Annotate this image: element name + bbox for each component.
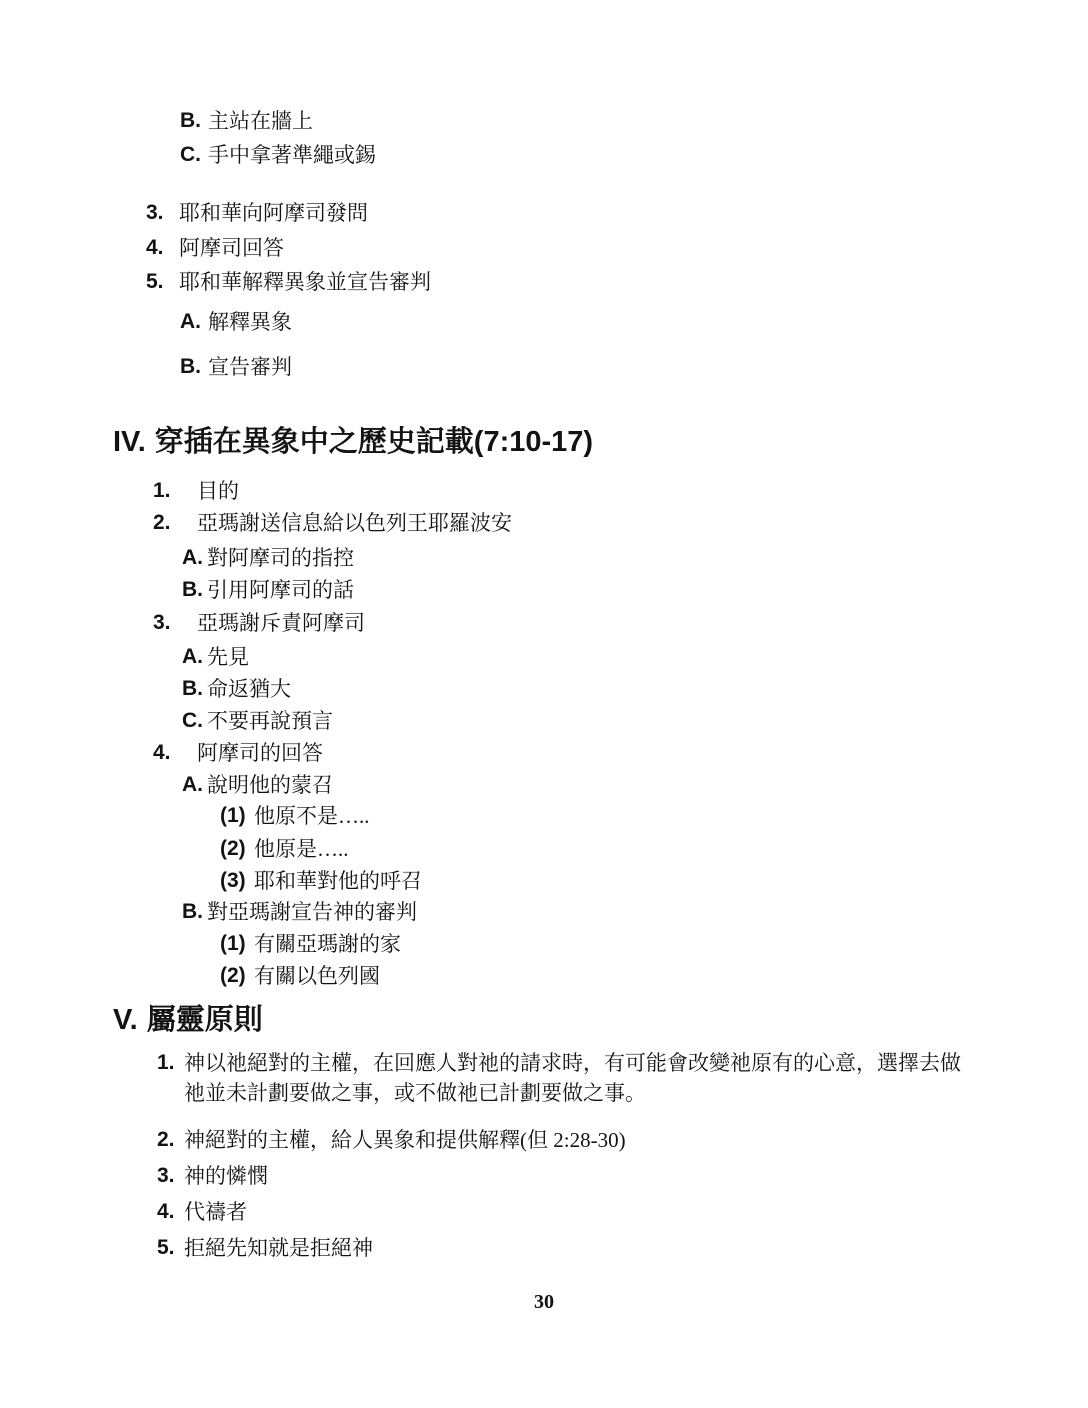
item-label: (3) [220,869,246,892]
outline-item [0,198,1088,228]
outline-item [0,801,1088,831]
item-text: 拒絕先知就是拒絕神 [184,1236,373,1260]
outline-item [0,352,1088,382]
item-text: 他原是….. [254,837,349,861]
item-text: 耶和華向阿摩司發問 [179,201,368,225]
outline-item [0,929,1088,959]
item-label: 5. [146,270,164,293]
item-text: 耶和華解釋異象並宣告審判 [179,270,431,294]
outline-item [0,608,1088,638]
outline-item [0,706,1088,736]
outline-item [0,140,1088,170]
outline-item [0,866,1088,896]
outline-item [0,1048,1088,1108]
item-label: 4. [157,1200,175,1223]
section-title: 屬靈原則 [146,1004,263,1036]
item-text: 代禱者 [184,1200,247,1224]
outline-item [0,738,1088,768]
item-text: 說明他的蒙召 [207,773,333,797]
outline-item [0,307,1088,337]
item-label: A. [182,546,203,569]
item-text: 宣告審判 [208,355,292,379]
item-label: B. [180,355,201,378]
page-number: 30 [534,1291,554,1313]
item-text: 亞瑪謝送信息給以色列王耶羅波安 [197,511,512,535]
item-text: 他原不是….. [254,804,370,828]
item-label: 1. [157,1051,175,1074]
outline-item [0,476,1088,506]
item-text: 對亞瑪謝宣告神的審判 [207,900,417,924]
section-title: 穿插在異象中之歷史記載(7:10-17) [154,426,594,458]
item-label: B. [180,109,201,132]
section-heading-iv [0,423,1088,461]
item-label: 5. [157,1236,175,1259]
outline-item [0,642,1088,672]
item-label: A. [182,773,203,796]
item-label: B. [182,677,203,700]
outline-item [0,770,1088,800]
item-text: 解釋異象 [208,310,292,334]
item-text: 命返猶大 [207,677,291,701]
item-label: 2. [157,1128,175,1151]
outline-item [0,961,1088,991]
item-text: 對阿摩司的指控 [207,546,354,570]
item-label: 1. [153,479,171,502]
item-text: 耶和華對他的呼召 [254,869,422,893]
item-label: (2) [220,837,246,860]
outline-item [0,1233,1088,1263]
item-text: 先見 [207,645,249,669]
outline-item [0,1197,1088,1227]
section-number: IV. [113,426,146,458]
item-text: 有關亞瑪謝的家 [254,932,401,956]
item-label: 3. [157,1164,175,1187]
outline-item [0,1161,1088,1191]
item-text: 引用阿摩司的話 [207,578,354,602]
section-heading-v [0,1001,1088,1039]
item-text: 阿摩司回答 [179,236,284,260]
item-label: 3. [153,611,171,634]
outline-item [0,575,1088,605]
item-text: 有關以色列國 [254,964,380,988]
outline-item [0,508,1088,538]
item-label: C. [182,709,203,732]
item-label: B. [182,578,203,601]
outline-item [0,834,1088,864]
outline-item [0,543,1088,573]
item-text: 目的 [197,479,239,503]
item-text: 阿摩司的回答 [197,741,323,765]
outline-item [0,1125,1088,1155]
item-text: 手中拿著準繩或錫 [208,143,376,167]
outline-item [0,267,1088,297]
item-label: 2. [153,511,171,534]
section-number: V. [113,1004,138,1036]
item-label: A. [182,645,203,668]
item-label: A. [180,310,201,333]
item-label: 3. [146,201,164,224]
item-text: 神絕對的主權，給人異象和提供解釋(但 2:28-30) [184,1128,626,1152]
item-text: 不要再說預言 [207,709,333,733]
item-label: B. [182,900,203,923]
outline-item [0,897,1088,927]
item-text: 亞瑪謝斥責阿摩司 [197,611,365,635]
item-label: C. [180,143,201,166]
outline-item [0,674,1088,704]
item-label: (1) [220,932,246,955]
item-text: 神的憐憫 [184,1164,268,1188]
item-label: 4. [146,236,164,259]
outline-item [0,106,1088,136]
item-text: 神以祂絕對的主權，在回應人對祂的請求時，有可能會改變祂原有的心意，選擇去做祂並未計劃要做之事，或不做祂已計劃要做之事。 [184,1051,961,1105]
item-label: (1) [220,804,246,827]
item-label: 4. [153,741,171,764]
outline-item [0,233,1088,263]
item-text: 主站在牆上 [208,109,313,133]
item-label: (2) [220,964,246,987]
